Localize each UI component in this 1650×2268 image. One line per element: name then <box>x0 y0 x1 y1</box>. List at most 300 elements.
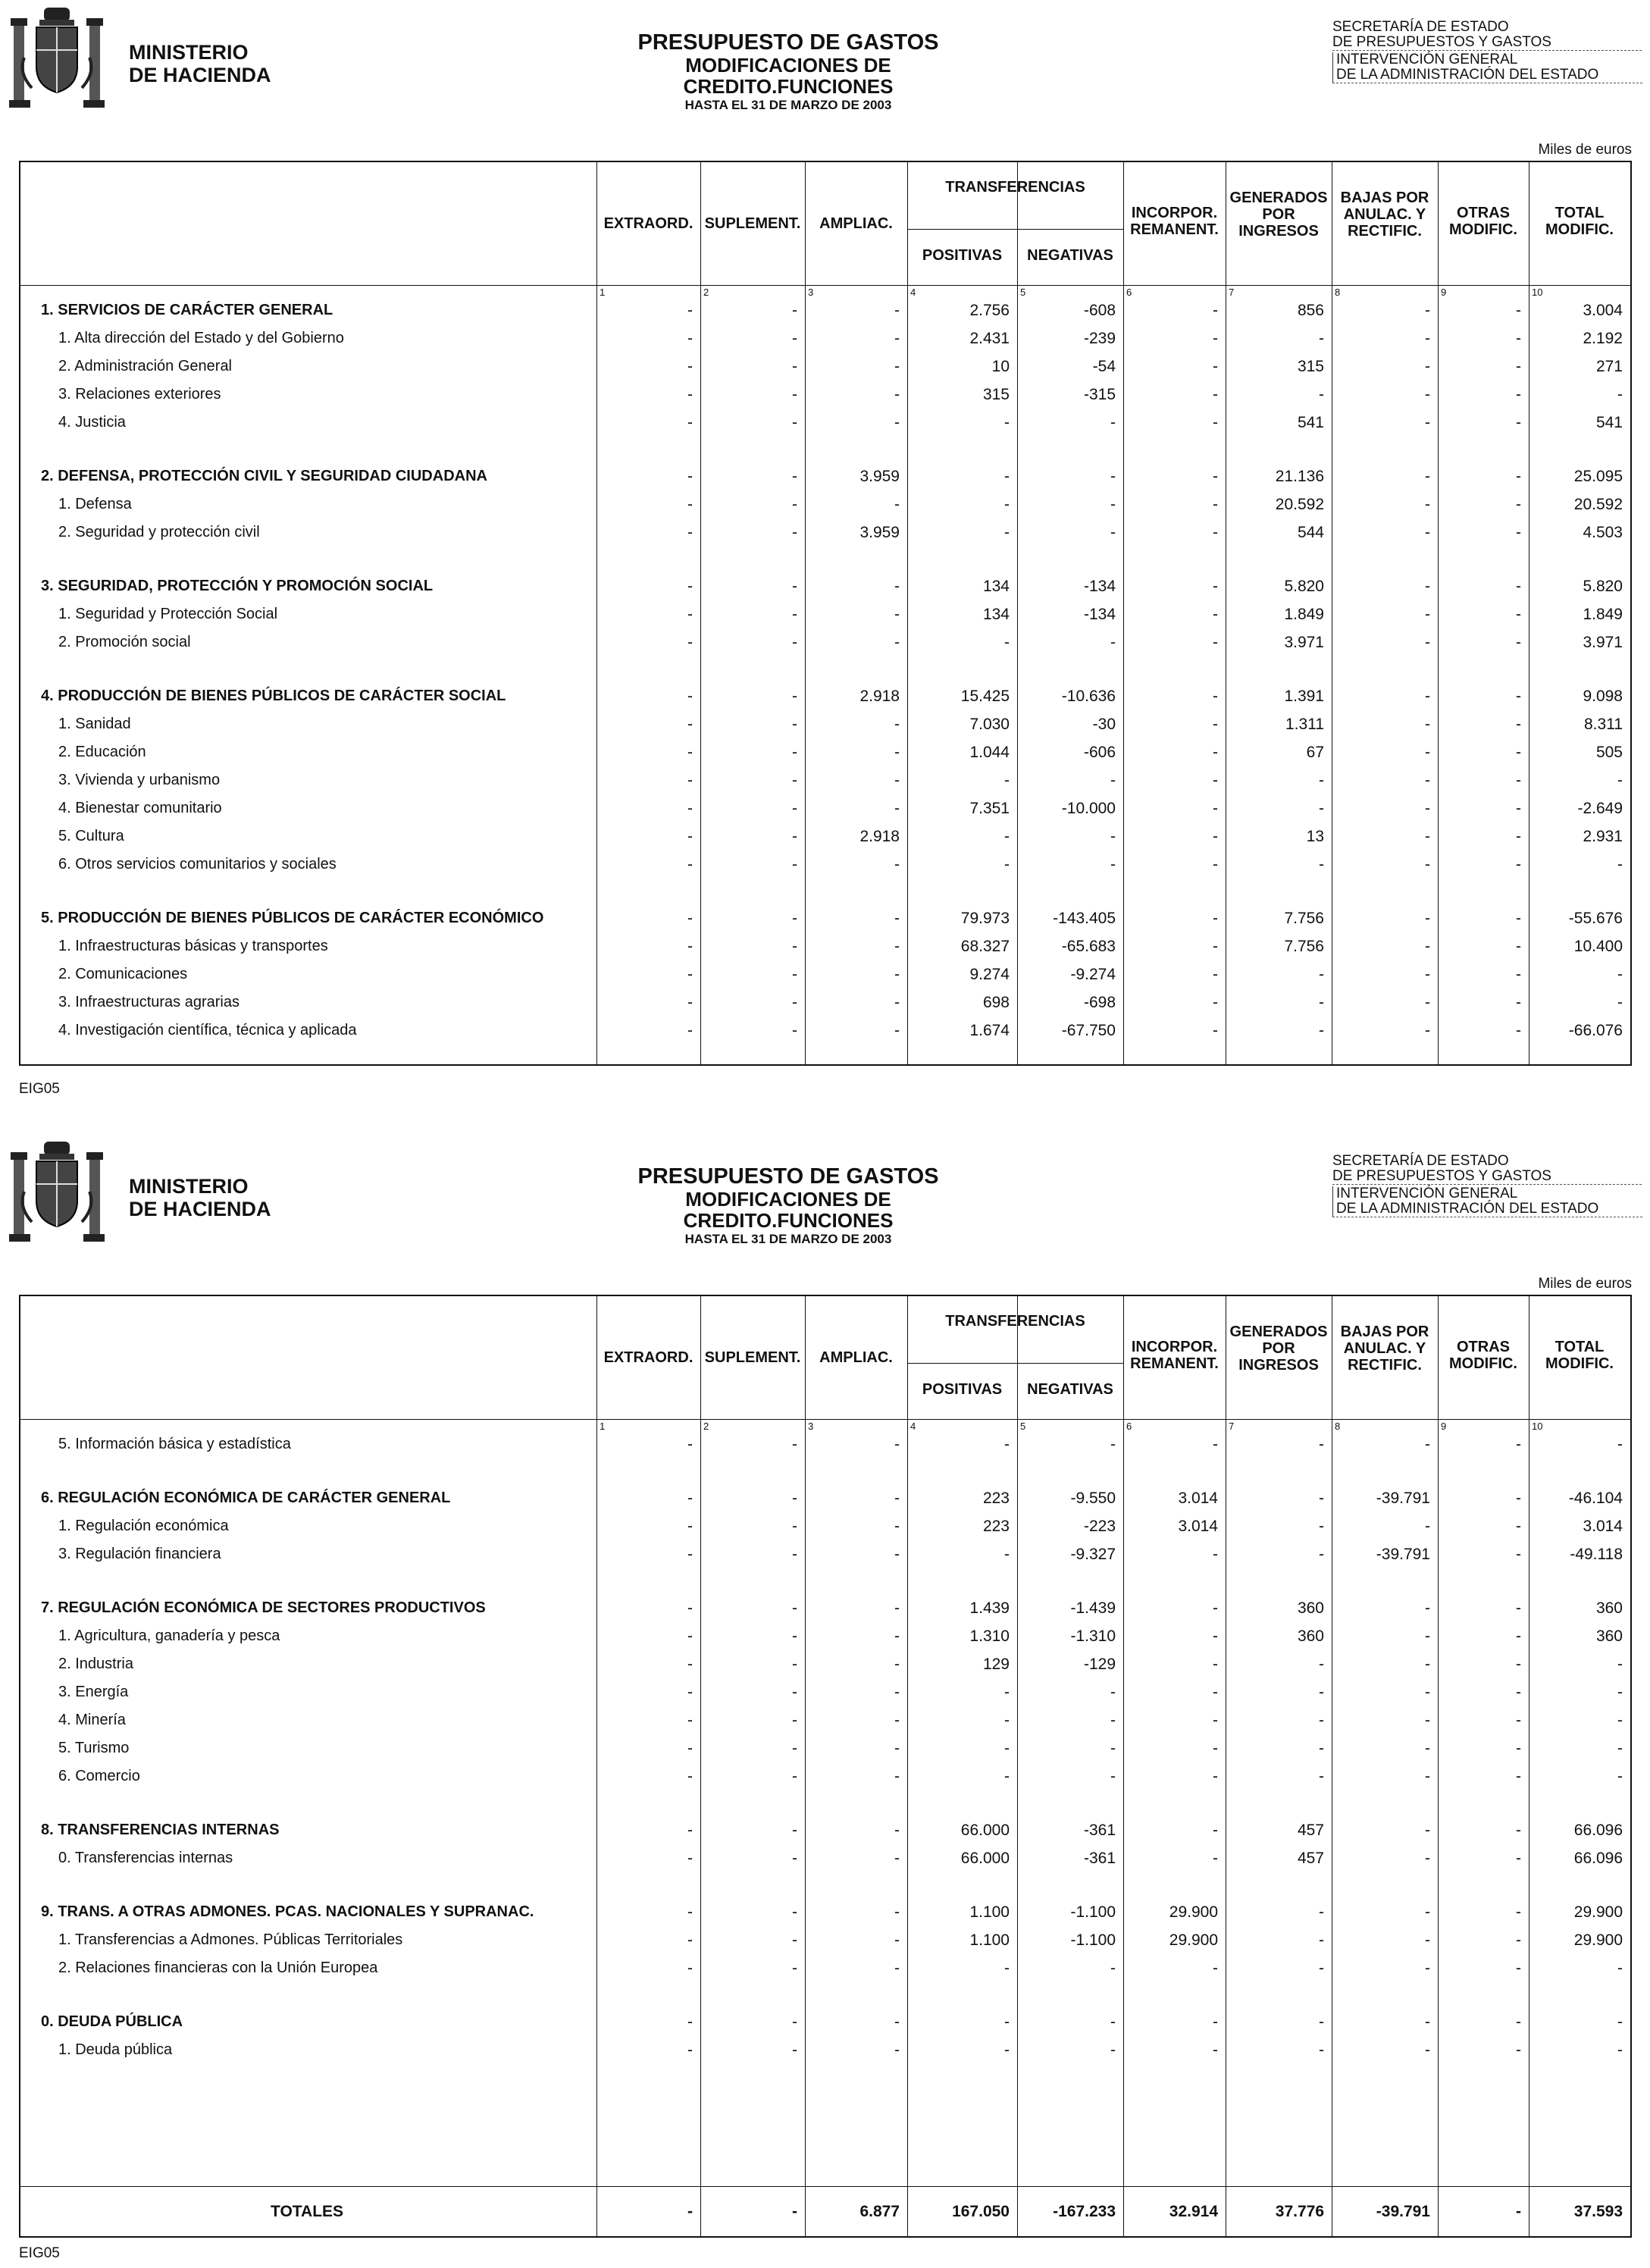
cell-value: - <box>1319 800 1324 817</box>
cell-value: 66.000 <box>960 1850 1010 1867</box>
cell-value: - <box>687 1740 693 1757</box>
col-header-bajas-line-2: ANULAC. Y <box>1343 1340 1426 1357</box>
cell-value: - <box>792 1546 797 1563</box>
row-label: 0. DEUDA PÚBLICA <box>41 2013 183 2030</box>
row-label: 3. Vivienda y urbanismo <box>58 772 221 788</box>
column-number: 7 <box>1229 1421 1235 1432</box>
cell-value: - <box>1004 414 1010 431</box>
cell-value: - <box>792 330 797 347</box>
cell-value: 457 <box>1297 1850 1324 1867</box>
column-number: 4 <box>910 1421 916 1432</box>
cell-value: - <box>1213 1712 1218 1729</box>
title-line-2: MODIFICACIONES DE CREDITO.FUNCIONES <box>683 54 894 98</box>
cell-value: - <box>1516 966 1521 983</box>
cell-value: 3.014 <box>1178 1518 1218 1535</box>
column-number: 6 <box>1126 1421 1132 1432</box>
row-label: 4. PRODUCCIÓN DE BIENES PÚBLICOS DE CARÁCTER SOCIAL <box>41 688 506 704</box>
cell-value: - <box>1516 910 1521 927</box>
cell-value: 2.918 <box>859 828 900 845</box>
table-row-group <box>20 1485 1630 1514</box>
cell-value: -2.649 <box>1577 800 1623 817</box>
col-header-incorpor-line-2: REMANENT. <box>1130 221 1219 238</box>
cell-value: 67 <box>1306 744 1324 761</box>
cell-value: - <box>1516 1022 1521 1039</box>
table-row <box>20 325 1630 354</box>
cell-value: - <box>1425 1768 1430 1785</box>
cell-value: - <box>1425 938 1430 955</box>
cell-value: - <box>1319 1768 1324 1785</box>
column-number: 8 <box>1335 1421 1341 1432</box>
cell-value: - <box>1004 634 1010 651</box>
cell-value: - <box>687 468 693 485</box>
title-line-2: MODIFICACIONES DE CREDITO.FUNCIONES <box>683 1188 894 1232</box>
cell-value: 68.327 <box>960 938 1010 955</box>
cell-value: - <box>687 800 693 817</box>
cell-value: - <box>1617 772 1623 789</box>
cell-value: - <box>1516 496 1521 513</box>
cell-value: -67.750 <box>1061 1022 1116 1039</box>
cell-value: - <box>894 800 900 817</box>
row-label: 1. Transferencias a Admones. Públicas Territoriales <box>58 1931 403 1948</box>
table-row <box>20 1651 1630 1680</box>
row-label: 3. Infraestructuras agrarias <box>58 994 240 1010</box>
cell-value: - <box>1004 496 1010 513</box>
cell-value: - <box>894 910 900 927</box>
col-header-ampliac <box>805 215 907 232</box>
coat-of-arms-icon <box>8 1139 106 1248</box>
row-label: 5. Cultura <box>58 828 124 844</box>
cell-value: 1.439 <box>969 1599 1010 1617</box>
cell-value: 541 <box>1595 414 1623 431</box>
col-header-bajas <box>1332 1324 1438 1374</box>
cell-value: -9.327 <box>1070 1546 1116 1563</box>
cell-value: - <box>1319 1740 1324 1757</box>
cell-value: - <box>792 302 797 319</box>
cell-value: 3.959 <box>859 468 900 485</box>
cell-value: - <box>1425 1903 1430 1921</box>
cell-value: - <box>1516 1490 1521 1507</box>
cell-value: - <box>687 1931 693 1949</box>
cell-value: - <box>687 2041 693 2059</box>
totals-value: - <box>792 2203 797 2220</box>
cell-value: -66.076 <box>1568 1022 1623 1039</box>
cell-value: - <box>1213 994 1218 1011</box>
cell-value: - <box>1213 1850 1218 1867</box>
cell-value: - <box>894 966 900 983</box>
cell-value: - <box>792 578 797 595</box>
cell-value: - <box>894 772 900 789</box>
cell-value: - <box>1110 1768 1116 1785</box>
table-row <box>20 851 1630 880</box>
col-header-bajas-line-3: RECTIFIC. <box>1348 223 1422 240</box>
cell-value: - <box>1110 1436 1116 1453</box>
cell-value: -39.791 <box>1376 1490 1430 1507</box>
cell-value: - <box>1516 606 1521 623</box>
cell-value: 1.100 <box>969 1903 1010 1921</box>
col-header-ampliac <box>805 1349 907 1366</box>
cell-value: - <box>1617 1712 1623 1729</box>
row-label: 9. TRANS. A OTRAS ADMONES. PCAS. NACIONALES Y SUPRANAC. <box>41 1903 534 1920</box>
cell-value: - <box>687 1712 693 1729</box>
cell-value: - <box>894 1931 900 1949</box>
column-number: 7 <box>1229 287 1235 298</box>
cell-value: - <box>1425 302 1430 319</box>
row-label: 7. REGULACIÓN ECONÓMICA DE SECTORES PRODUCTIVOS <box>41 1599 486 1616</box>
cell-value: - <box>1516 1436 1521 1453</box>
totals-value: - <box>1516 2203 1521 2220</box>
cell-value: - <box>1004 468 1010 485</box>
cell-value: - <box>1213 966 1218 983</box>
cell-value: - <box>1110 772 1116 789</box>
cell-value: - <box>792 1850 797 1867</box>
page-code: EIG05 <box>19 1081 60 1097</box>
cell-value: -134 <box>1083 606 1116 623</box>
cell-value: - <box>894 1656 900 1673</box>
cell-value: - <box>1319 1684 1324 1701</box>
cell-value: - <box>687 1850 693 1867</box>
cell-value: -9.550 <box>1070 1490 1116 1507</box>
cell-value: - <box>1213 1627 1218 1645</box>
cell-value: - <box>894 856 900 873</box>
cell-value: - <box>1425 468 1430 485</box>
cell-value: 29.900 <box>1169 1931 1218 1949</box>
col-header-incorpor <box>1123 1339 1226 1372</box>
cell-value: 9.274 <box>969 966 1010 983</box>
cell-value: - <box>1213 938 1218 955</box>
cell-value: 544 <box>1297 524 1324 541</box>
col-header-generados-line-1: GENERADOS <box>1229 1324 1328 1340</box>
cell-value: - <box>687 524 693 541</box>
cell-value: -361 <box>1083 1850 1116 1867</box>
cell-value: - <box>1425 994 1430 1011</box>
cell-value: - <box>1425 716 1430 733</box>
table-row-group <box>20 2009 1630 2038</box>
cell-value: - <box>1110 468 1116 485</box>
row-label: 1. Sanidad <box>58 716 131 732</box>
cell-value: - <box>1617 856 1623 873</box>
cell-value: - <box>792 1518 797 1535</box>
cell-value: - <box>894 634 900 651</box>
totals-value: -167.233 <box>1053 2203 1116 2220</box>
cell-value: 856 <box>1297 302 1324 319</box>
cell-value: - <box>1213 716 1218 733</box>
col-header-bajas-line-2: ANULAC. Y <box>1343 206 1426 223</box>
cell-value: - <box>687 1684 693 1701</box>
col-header-total-line-1: TOTAL <box>1555 205 1605 221</box>
cell-value: - <box>1319 2013 1324 2031</box>
cell-value: - <box>1213 358 1218 375</box>
cell-value: - <box>894 606 900 623</box>
cell-value: - <box>1213 1436 1218 1453</box>
cell-value: - <box>1004 1684 1010 1701</box>
cell-value: - <box>1516 994 1521 1011</box>
row-label: 2. Educación <box>58 744 146 760</box>
cell-value: - <box>894 1546 900 1563</box>
cell-value: - <box>1516 358 1521 375</box>
page-header <box>0 0 1650 114</box>
cell-value: - <box>894 386 900 403</box>
cell-value: - <box>687 856 693 873</box>
cell-value: - <box>1425 634 1430 651</box>
row-label: 1. Alta dirección del Estado y del Gobierno <box>58 330 344 346</box>
cell-value: - <box>1319 966 1324 983</box>
cell-value: - <box>687 716 693 733</box>
totals-value: 6.877 <box>859 2203 900 2220</box>
col-header-otras-line-2: MODIFIC. <box>1449 1355 1517 1372</box>
cell-value: -10.000 <box>1061 800 1116 817</box>
cell-value: - <box>1213 1599 1218 1617</box>
cell-value: - <box>1516 2013 1521 2031</box>
cell-value: - <box>687 358 693 375</box>
cell-value: -39.791 <box>1376 1546 1430 1563</box>
cell-value: - <box>1617 386 1623 403</box>
cell-value: - <box>1516 1740 1521 1757</box>
col-header-ampliac-line-1: AMPLIAC. <box>819 1349 893 1366</box>
cell-value: 1.100 <box>969 1931 1010 1949</box>
secretaria-line-1: SECRETARÍA DE ESTADO <box>1332 19 1509 35</box>
report-title <box>591 1164 985 1248</box>
cell-value: - <box>792 414 797 431</box>
col-header-suplement <box>700 1349 805 1366</box>
cell-value: - <box>1425 1599 1430 1617</box>
cell-value: - <box>1004 1740 1010 1757</box>
cell-value: 10 <box>991 358 1010 375</box>
cell-value: 505 <box>1595 744 1623 761</box>
cell-value: 134 <box>982 606 1010 623</box>
cell-value: - <box>792 910 797 927</box>
cell-value: - <box>687 578 693 595</box>
cell-value: - <box>1617 1684 1623 1701</box>
cell-value: - <box>1425 1627 1430 1645</box>
cell-value: - <box>1617 1436 1623 1453</box>
cell-value: - <box>1004 524 1010 541</box>
cell-value: - <box>1516 578 1521 595</box>
col-header-generados-line-3: INGRESOS <box>1238 223 1319 240</box>
cell-value: - <box>792 1627 797 1645</box>
cell-value: - <box>687 330 693 347</box>
cell-value: - <box>687 1518 693 1535</box>
col-header-generados <box>1226 1324 1332 1374</box>
cell-value: -239 <box>1083 330 1116 347</box>
header-divider <box>20 1419 1630 1420</box>
cell-value: - <box>894 414 900 431</box>
table-row <box>20 739 1630 768</box>
cell-value: - <box>1213 578 1218 595</box>
cell-value: - <box>894 938 900 955</box>
cell-value: - <box>792 1931 797 1949</box>
col-header-extraord <box>596 1349 700 1366</box>
table-row-group <box>20 1817 1630 1846</box>
col-header-incorpor-line-1: INCORPOR. <box>1131 205 1218 221</box>
intervencion-line-2: DE LA ADMINISTRACIÓN DEL ESTADO <box>1336 1201 1599 1217</box>
cell-value: 2.931 <box>1583 828 1623 845</box>
cell-value: -1.100 <box>1070 1931 1116 1949</box>
col-header-positivas-line-1: POSITIVAS <box>922 1381 1003 1398</box>
cell-value: -65.683 <box>1061 938 1116 955</box>
cell-value: - <box>1319 1959 1324 1977</box>
totals-value: 37.776 <box>1275 2203 1324 2220</box>
row-label: 1. Defensa <box>58 496 132 512</box>
cell-value: - <box>792 1684 797 1701</box>
cell-value: - <box>1425 2013 1430 2031</box>
cell-value: 360 <box>1297 1599 1324 1617</box>
cell-value: - <box>1516 688 1521 705</box>
table-row <box>20 1763 1630 1792</box>
cell-value: - <box>1425 856 1430 873</box>
cell-value: - <box>1425 386 1430 403</box>
cell-value: - <box>687 1627 693 1645</box>
cell-value: - <box>1425 1740 1430 1757</box>
cell-value: 7.756 <box>1284 938 1324 955</box>
cell-value: - <box>1213 856 1218 873</box>
cell-value: - <box>1004 1546 1010 1563</box>
cell-value: 1.849 <box>1284 606 1324 623</box>
cell-value: -30 <box>1092 716 1116 733</box>
cell-value: - <box>1213 606 1218 623</box>
cell-value: - <box>894 1684 900 1701</box>
cell-value: - <box>1516 1768 1521 1785</box>
page-header <box>0 1134 1650 1248</box>
cell-value: 3.004 <box>1583 302 1623 319</box>
cell-value: - <box>1004 2041 1010 2059</box>
intervencion-line-2: DE LA ADMINISTRACIÓN DEL ESTADO <box>1336 67 1599 83</box>
col-header-transferencias-line-1: TRANSFERENCIAS <box>945 1313 1085 1330</box>
table-row-group <box>20 683 1630 712</box>
cell-value: - <box>792 966 797 983</box>
cell-value: - <box>1213 800 1218 817</box>
secretaria-block <box>1332 20 1642 83</box>
cell-value: - <box>792 386 797 403</box>
cell-value: - <box>1425 1931 1430 1949</box>
cell-value: - <box>1319 772 1324 789</box>
col-header-positivas <box>907 1381 1017 1398</box>
table-row <box>20 519 1630 548</box>
table-row-group <box>20 1595 1630 1624</box>
column-number: 4 <box>910 287 916 298</box>
row-label: 2. Administración General <box>58 358 233 374</box>
cell-value: - <box>1110 414 1116 431</box>
row-label: 4. Investigación científica, técnica y aplicada <box>58 1022 357 1038</box>
cell-value: - <box>1319 1022 1324 1039</box>
cell-value: - <box>1319 330 1324 347</box>
cell-value: - <box>792 634 797 651</box>
col-header-incorpor <box>1123 205 1226 238</box>
cell-value: - <box>1516 414 1521 431</box>
title-date: HASTA EL 31 DE MARZO DE 2003 <box>684 1232 892 1246</box>
totals-value: - <box>687 2203 693 2220</box>
table-row <box>20 795 1630 824</box>
cell-value: - <box>1213 2013 1218 2031</box>
cell-value: - <box>1213 1022 1218 1039</box>
cell-value: - <box>1425 2041 1430 2059</box>
cell-value: - <box>1004 828 1010 845</box>
cell-value: -49.118 <box>1570 1546 1623 1563</box>
cell-value: - <box>1319 1518 1324 1535</box>
cell-value: - <box>687 938 693 955</box>
cell-value: - <box>894 496 900 513</box>
table-row-group <box>20 1899 1630 1928</box>
cell-value: 3.014 <box>1583 1518 1623 1535</box>
ministry-line-2: DE HACIENDA <box>129 64 271 86</box>
table-row <box>20 1017 1630 1046</box>
col-header-positivas-line-1: POSITIVAS <box>922 247 1003 264</box>
cell-value: 79.973 <box>960 910 1010 927</box>
table-row <box>20 2037 1630 2066</box>
cell-value: 20.592 <box>1573 496 1623 513</box>
row-label: 6. Comercio <box>58 1768 140 1784</box>
title-date: HASTA EL 31 DE MARZO DE 2003 <box>684 98 892 112</box>
cell-value: - <box>894 330 900 347</box>
row-label: 1. Infraestructuras básicas y transportes <box>58 938 328 954</box>
cell-value: - <box>792 772 797 789</box>
cell-value: - <box>894 1712 900 1729</box>
cell-value: - <box>1425 1684 1430 1701</box>
cell-value: - <box>792 496 797 513</box>
col-header-otras <box>1438 205 1529 238</box>
cell-value: - <box>1110 856 1116 873</box>
table-row <box>20 1623 1630 1652</box>
table-row <box>20 353 1630 382</box>
cell-value: - <box>1425 1822 1430 1839</box>
cell-value: - <box>1319 1436 1324 1453</box>
cell-value: - <box>1319 994 1324 1011</box>
cell-value: - <box>1213 496 1218 513</box>
cell-value: -315 <box>1083 386 1116 403</box>
budget-table-page-2 <box>19 1295 1632 2238</box>
cell-value: - <box>1516 772 1521 789</box>
cell-value: - <box>1110 2013 1116 2031</box>
cell-value: - <box>1425 1518 1430 1535</box>
column-number: 2 <box>703 1421 709 1432</box>
col-header-incorpor-line-2: REMANENT. <box>1130 1355 1219 1372</box>
cell-value: - <box>1425 1436 1430 1453</box>
cell-value: 2.431 <box>969 330 1010 347</box>
row-label: 3. SEGURIDAD, PROTECCIÓN Y PROMOCIÓN SOCIAL <box>41 578 434 594</box>
column-number: 5 <box>1020 287 1026 298</box>
cell-value: - <box>687 688 693 705</box>
cell-value: - <box>1110 2041 1116 2059</box>
table-row-group <box>20 573 1630 602</box>
ministry-name <box>129 41 271 86</box>
secretaria-block <box>1332 1154 1642 1217</box>
table-row <box>20 1955 1630 1984</box>
cell-value: - <box>687 634 693 651</box>
table-row-group <box>20 297 1630 326</box>
transferencias-divider <box>907 229 1123 230</box>
column-number: 3 <box>808 1421 814 1432</box>
cell-value: - <box>1425 358 1430 375</box>
cell-value: -698 <box>1083 994 1116 1011</box>
totals-value: 37.593 <box>1573 2203 1623 2220</box>
cell-value: - <box>1516 744 1521 761</box>
table-row <box>20 767 1630 796</box>
table-row <box>20 601 1630 630</box>
cell-value: - <box>687 828 693 845</box>
cell-value: - <box>687 994 693 1011</box>
table-row <box>20 491 1630 520</box>
cell-value: - <box>687 966 693 983</box>
cell-value: 29.900 <box>1169 1903 1218 1921</box>
page-1 <box>0 0 1650 1122</box>
col-header-negativas-line-1: NEGATIVAS <box>1027 247 1113 264</box>
cell-value: 25.095 <box>1573 468 1623 485</box>
cell-value: - <box>687 1599 693 1617</box>
cell-value: - <box>792 1436 797 1453</box>
cell-value: 5.820 <box>1284 578 1324 595</box>
row-label: 2. Comunicaciones <box>58 966 188 982</box>
cell-value: - <box>1213 1822 1218 1839</box>
cell-value: 10.400 <box>1573 938 1623 955</box>
